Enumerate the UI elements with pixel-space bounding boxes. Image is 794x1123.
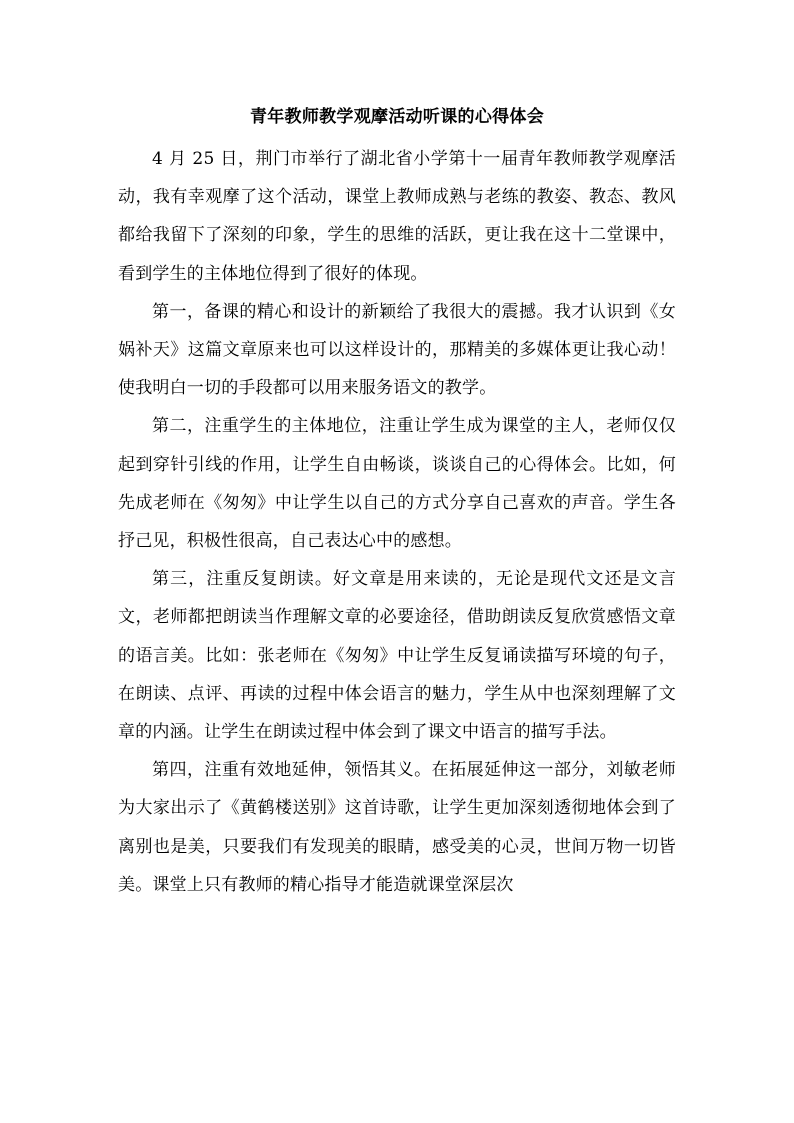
paragraph-third-point: 第三，注重反复朗读。好文章是用来读的，无论是现代文还是文言文，老师都把朗读当作理解文章的必要途径，借助朗读反复欣赏感悟文章的语言美。比如：张老师在《匆匆》中让学生反复诵读描写环境的句子，在朗读、点评、再读的过程中体会语言的魅力，学生从中也深刻理解了文章的内涵。让学生在朗读过程中体会到了课文中语言的描写手法。 <box>118 569 676 743</box>
paragraph-fourth-point: 第四，注重有效地延伸，领悟其义。在拓展延伸这一部分，刘敏老师为大家出示了《黄鹤楼送别》这首诗歌，让学生更加深刻透彻地体会到了离别也是美，只要我们有发现美的眼睛，感受美的心灵，世间万物一切皆美。课堂上只有教师的精心指导才能造就课堂深层次 <box>118 760 676 895</box>
paragraph-first-point: 第一，备课的精心和设计的新颖给了我很大的震撼。我才认识到《女娲补天》这篇文章原来也可以这样设计的，那精美的多媒体更让我心动！使我明白一切的手段都可以用来服务语文的教学。 <box>118 301 676 399</box>
paragraph-second-point: 第二，注重学生的主体地位，注重让学生成为课堂的主人，老师仅仅起到穿针引线的作用，让学生自由畅谈，谈谈自己的心得体会。比如，何先成老师在《匆匆》中让学生以自己的方式分享自己喜欢的声音。学生各抒己见，积极性很高，自己表达心中的感想。 <box>118 416 676 552</box>
paragraph-intro: 4 月 25 日，荆门市举行了湖北省小学第十一届青年教师教学观摩活动，我有幸观摩了这个活动，课堂上教师成熟与老练的教姿、教态、教风都给我留下了深刻的印象，学生的思维的活跃，更让我在这十二堂课中，看到学生的主体地位得到了很好的体现。 <box>118 149 676 284</box>
document-title: 青年教师教学观摩活动听课的心得体会 <box>249 107 545 127</box>
